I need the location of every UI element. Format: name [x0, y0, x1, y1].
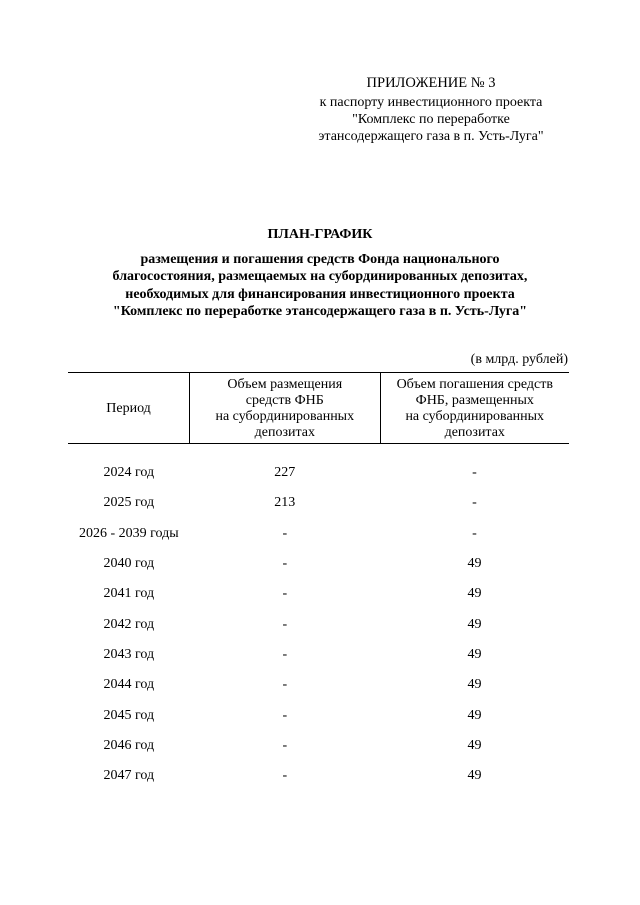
- cell-placement: -: [282, 586, 288, 602]
- table-row: [68, 700, 569, 730]
- cell-placement: -: [282, 768, 288, 784]
- table-row: [68, 609, 569, 639]
- document-subtitle-line: благосостояния, размещаемых на субординированных депозитах,: [112, 269, 528, 284]
- cell-repayment: 49: [467, 616, 482, 632]
- cell-placement: 213: [274, 495, 296, 511]
- cell-repayment: 49: [467, 646, 482, 662]
- document-subtitle-line: размещения и погашения средств Фонда национального: [140, 251, 500, 267]
- cell-placement: -: [282, 556, 288, 572]
- cell-repayment: -: [472, 465, 477, 481]
- appendix-heading: ПРИЛОЖЕНИЕ № 3: [366, 75, 496, 91]
- cell-repayment: 49: [467, 677, 482, 693]
- cell-repayment: 49: [467, 707, 482, 723]
- cell-period: 2042 год: [103, 616, 155, 632]
- cell-placement: -: [282, 616, 288, 632]
- header-placement-line: депозитах: [254, 425, 315, 440]
- table-row: [68, 579, 569, 609]
- appendix-header: [300, 75, 562, 145]
- cell-repayment: 49: [467, 586, 482, 602]
- cell-placement: -: [282, 525, 288, 541]
- cell-period: 2043 год: [103, 646, 155, 662]
- header-period: [68, 373, 190, 444]
- cell-repayment: 49: [467, 556, 482, 572]
- appendix-line: "Комплекс по переработке: [352, 112, 510, 127]
- table-row: [68, 519, 569, 549]
- document-title-block: [40, 226, 600, 321]
- cell-period: 2024 год: [103, 465, 155, 481]
- cell-placement: -: [282, 737, 288, 753]
- cell-placement: -: [282, 677, 288, 693]
- table-row: [68, 640, 569, 670]
- header-repayment-line: депозитах: [444, 425, 505, 440]
- table-row: [68, 761, 569, 791]
- header-placement-line: Объем размещения: [227, 377, 343, 392]
- cell-repayment: 49: [467, 737, 482, 753]
- cell-period: 2026 - 2039 годы: [78, 525, 179, 541]
- appendix-line: этансодержащего газа в п. Усть-Луга": [318, 129, 544, 144]
- cell-repayment: 49: [467, 768, 482, 784]
- table-row: [68, 488, 569, 518]
- document-subtitle-line: "Комплекс по переработке этансодержащего газа в п. Усть-Луга": [112, 304, 528, 319]
- cell-period: 2047 год: [103, 768, 155, 784]
- table-row: [68, 731, 569, 761]
- cell-period: 2041 год: [103, 586, 155, 602]
- table-row: [68, 444, 569, 489]
- schedule-table: [68, 372, 569, 791]
- cell-period: 2040 год: [103, 556, 155, 572]
- cell-period: 2046 год: [103, 737, 155, 753]
- table-row: [68, 670, 569, 700]
- table-header-row: [68, 373, 569, 444]
- cell-period: 2045 год: [103, 707, 155, 723]
- document-title: ПЛАН-ГРАФИК: [267, 227, 373, 242]
- cell-repayment: -: [472, 495, 477, 511]
- cell-repayment: -: [472, 525, 477, 541]
- cell-placement: -: [282, 707, 288, 723]
- header-repayment-line: ФНБ, размещенных: [415, 393, 534, 408]
- units-note: (в млрд. рублей): [470, 352, 568, 367]
- header-repayment: [380, 373, 569, 444]
- header-period-label: Период: [106, 401, 151, 416]
- cell-placement: -: [282, 646, 288, 662]
- table-row: [68, 549, 569, 579]
- header-placement: [190, 373, 380, 444]
- cell-period: 2044 год: [103, 677, 155, 693]
- document-subtitle-line: необходимых для финансирования инвестиционного проекта: [125, 286, 515, 302]
- header-placement-line: на субординированных: [215, 409, 355, 424]
- appendix-line: к паспорту инвестиционного проекта: [319, 95, 543, 110]
- header-repayment-line: на субординированных: [405, 409, 545, 424]
- cell-period: 2025 год: [103, 495, 155, 511]
- header-repayment-line: Объем погашения средств: [396, 377, 553, 392]
- cell-placement: 227: [274, 465, 296, 481]
- header-placement-line: средств ФНБ: [245, 393, 324, 408]
